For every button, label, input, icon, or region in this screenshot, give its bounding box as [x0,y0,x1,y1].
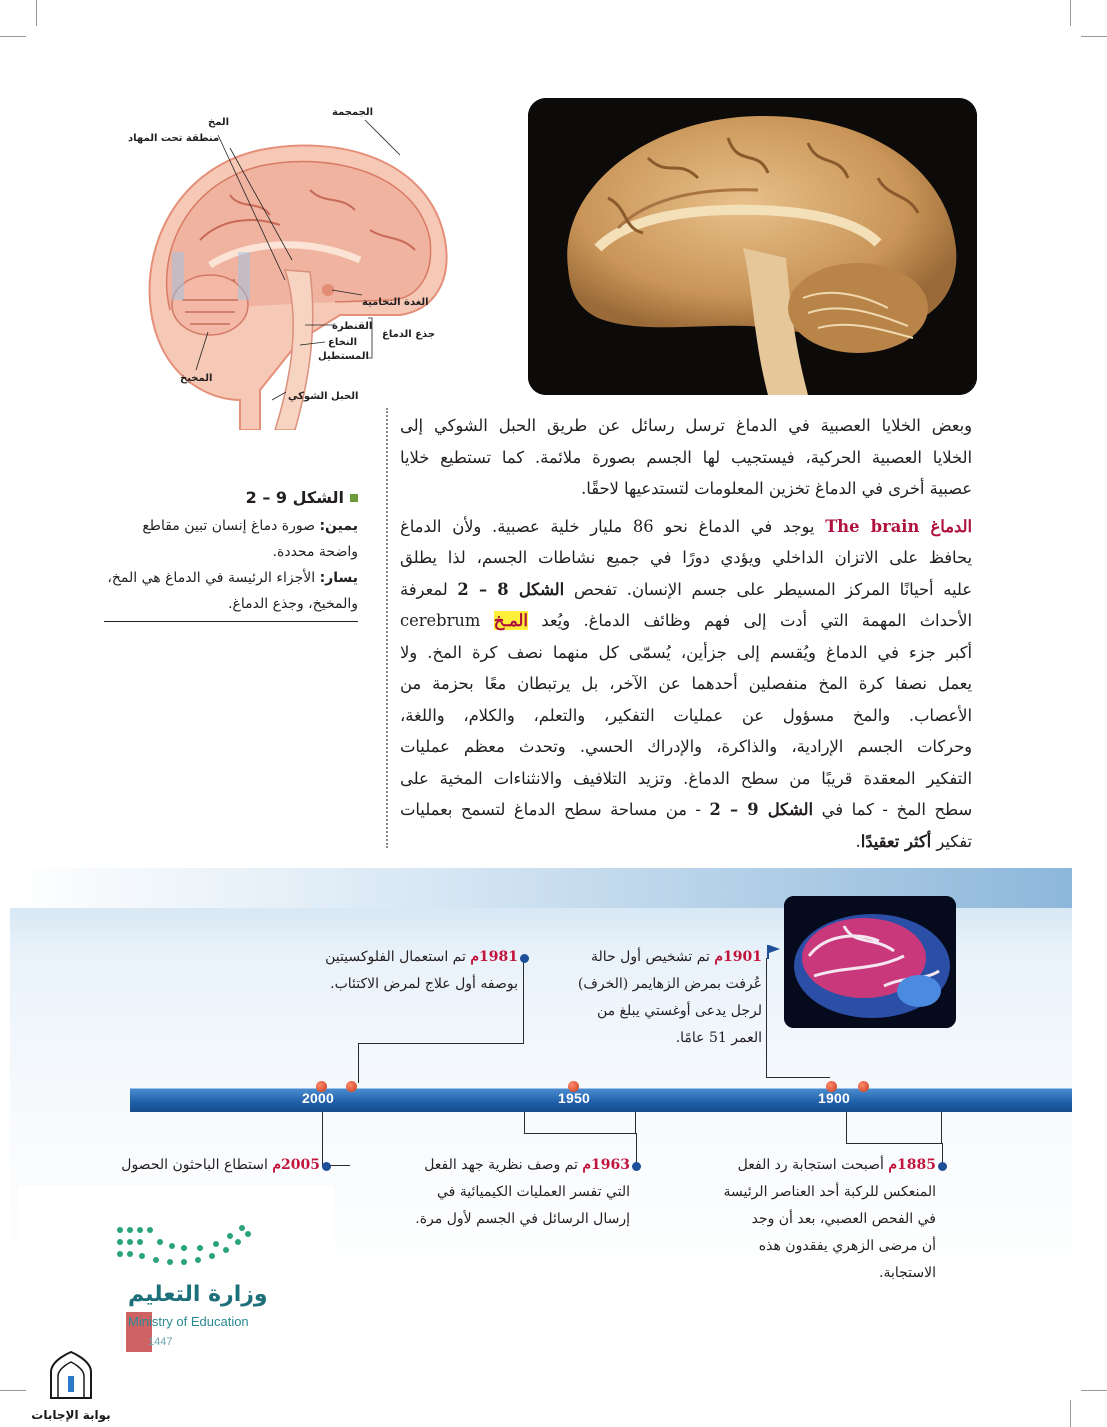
caption-title: الشكل 9 – 2 [104,488,358,507]
label-pons: القنطرة [332,321,373,332]
label-spinal-cord: الحبل الشوكي [288,391,359,402]
term-cerebrum: المـخ [493,611,528,630]
ministry-dots-icon [112,1222,262,1272]
mosque-arch-icon [46,1350,96,1400]
year-label: 1900 [818,1090,850,1106]
event-dot [520,954,529,963]
brain-scan-image [784,896,956,1028]
text-line: الأعصاب. والمخ مسؤول عن عمليات التفكير، والتعلم، والكلام، واللغة، [400,705,972,725]
text-line: عليه أحيانًا المركز المسيطر على جسم الإنسان. تفحص الشكل 8 – 2 لمعرفة [400,579,973,599]
leader-1963-r [524,1112,525,1134]
tick-marker [858,1081,869,1092]
body-text [400,410,972,857]
crop-mark [1081,1390,1107,1391]
leader-1885-l [846,1112,847,1144]
text-line: أكبر جزء في الدماغ ويُقسم إلى جزأين، يُسمّى كل منهما نصف كرة المخ. ولا [400,642,972,662]
label-medulla-2: المستطيل [318,351,369,362]
label-brainstem: جذع الدماغ [382,329,436,340]
text-line: يعمل نصفا كرة المخ منفصلين أحدهما عن الآخر، بل يرتبطان معًا بحزمة من [400,674,972,693]
event-dot [322,1162,331,1171]
column-divider [386,408,388,848]
site-name: بوابة الإجابات [31,1408,111,1422]
text-line: يحافظ على الاتزان الداخلي ويؤدي دورًا في جميع نشاطات الجسم، لذا يطلق [400,548,972,567]
term-brain: الدماغ The brain [825,516,972,536]
leader-1963-drop [636,1133,637,1165]
brain-diagram-art [100,100,460,430]
leader-1901 [766,958,767,1078]
ministry-year: 1447 [148,1336,173,1348]
event-dot [938,1162,947,1171]
crop-mark [1070,1400,1071,1427]
text-line: الخلايا العصبية الحركية، فيستجيب لها الجسم بصورة ملائمة. كما تستطيع خلايا [400,447,972,467]
text-line: عصبية أخرى في الدماغ تخزين المعلومات لتستدعيها لاحقًا. [581,479,972,498]
caption-right-line-2: واضحة محددة. [272,544,358,560]
crop-mark [0,36,26,37]
year-label: 2000 [302,1090,334,1106]
text-line: تفكير أكثر تعقيدًا. [855,831,972,851]
caption-left-line: يسار: الأجزاء الرئيسة في الدماغ هي المخ، [107,570,358,586]
leader-1963 [524,1112,636,1134]
caption-left-line-2: والمخيخ، وجذع الدماغ. [228,596,358,612]
leader-1885 [846,1112,942,1144]
caption-right-line: يمين: صورة دماغ إنسان تبين مقاطع [142,518,358,534]
label-cerebrum: المخ [208,117,230,128]
flag-icon [766,944,782,960]
figure-caption [104,488,358,622]
crop-mark [1070,0,1071,26]
label-hypothalamus: منطقة تحت المهاد [128,133,220,144]
event-2005: 2005م استطاع الباحثون الحصول [121,1157,320,1173]
event-1885: 1885م أصبحت استجابة رد الفعل المنعكس للركبة أحد العناصر الرئيسة في الفحص العصبي، بعد أن وجد أن مرضى الزهري يفقدون هذه الاستجابة. [723,1157,936,1281]
text-line: الأحداث المهمة التي أدت إلى فهم وظائف الدماغ. ويُعد المـخ cerebrum [400,611,972,630]
event-dot [632,1162,641,1171]
label-medulla-1: النخاع [328,337,358,348]
brain-section-photo [528,98,977,395]
label-pituitary: الغدة النخامية [362,297,429,308]
brain-labeled-diagram [100,100,460,430]
year-label: 1950 [558,1090,590,1106]
text-line: وبعض الخلايا العصبية في الدماغ ترسل رسائل عن طريق الحبل الشوكي إلى [400,416,972,435]
text-line: وحركات الجسم الإرادية، والذاكرة، والإدراك الحسي. وتحدث معظم عمليات [400,737,972,756]
leader-1981-drop [358,1043,359,1083]
label-cerebellum: المخيخ [180,373,213,384]
leader-2005 [322,1112,350,1166]
event-1963: 1963م تم وصف نظرية جهد الفعل التي تفسر العمليات الكيميائية في إرسال الرسائل في الجسم لأول مرة. [415,1157,630,1227]
leader-1901-foot [766,1077,830,1078]
ministry-name-ar: وزارة التعليم [128,1282,268,1307]
figure-ref: الشكل 8 – 2 [457,579,565,599]
label-skull: الجمجمة [332,107,374,118]
text-line: سطح المخ - كما في الشكل 9 – 2 - من مساحة سطح الدماغ لتسمح بعمليات [400,800,972,819]
tick-marker [346,1081,357,1092]
crop-mark [36,0,37,26]
crop-mark [1081,36,1107,37]
event-1981: 1981م تم استعمال الفلوكسيتين بوصفه أول علاج لمرض الاكتئاب. [325,949,518,992]
text-line: الدماغ The brain يوجد في الدماغ نحو 86 مليار خلية عصبية. ولأن الدماغ [400,516,972,536]
ministry-name-en: Ministry of Education [128,1314,249,1329]
text-line: التفكير المعقدة قريبًا من سطح الدماغ. وتزيد التلافيف والانثناءات المخية على [400,768,972,788]
crop-mark [0,1390,26,1391]
caption-rule [104,621,358,622]
event-1901: 1901م تم تشخيص أول حالة عُرفت بمرض الزهايمر (الخرف) لرجل يدعى أوغستي يبلغ من العمر 51 عامًا. [577,949,762,1046]
site-logo [30,1350,112,1422]
caption-bullet-icon [350,494,358,502]
timeline-bar [130,1088,1072,1112]
figure-ref: الشكل 9 – 2 [709,800,814,819]
